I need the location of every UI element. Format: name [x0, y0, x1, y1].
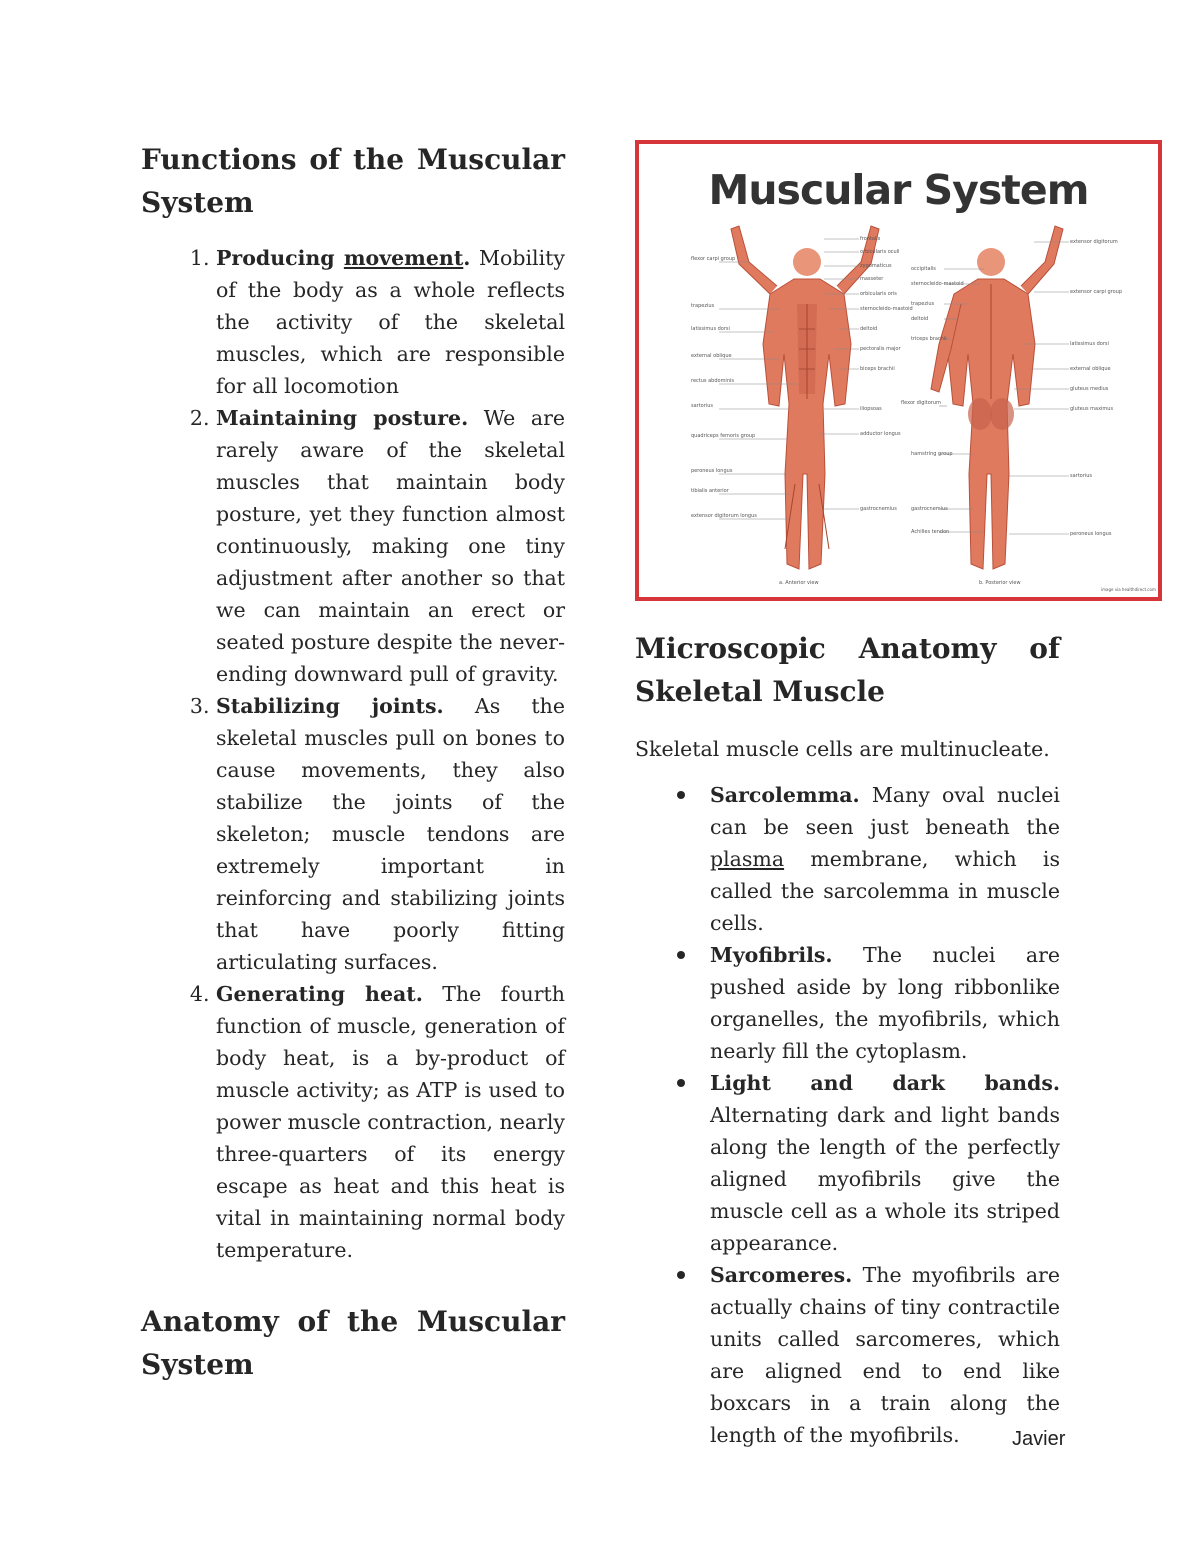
label: peroneus longus: [691, 468, 733, 474]
label: flexor digitorum: [901, 400, 941, 406]
label: Achilles tendon: [911, 529, 950, 535]
label: deltoid: [911, 316, 929, 322]
list-item: 4. Generating heat. The fourth function of muscle, generation of body heat, is a by-product of muscle activity; as ATP is used to power muscle contraction, nearly three-quarters of its energy escape as heat and this heat is vital in maintaining normal body temperature.: [216, 978, 565, 1266]
label: latissimus dorsi: [691, 326, 730, 332]
label: orbicularis oris: [860, 291, 897, 297]
label: external oblique: [1070, 366, 1111, 372]
label: extensor carpi group: [1070, 289, 1123, 295]
label: quadriceps femoris group: [691, 433, 756, 439]
list-item: Sarcomeres. The myofibrils are actually chains of tiny contractile units called sarcomeres, which are aligned end to end like boxcars in a train along the length of the myofibrils.: [710, 1259, 1060, 1451]
left-column: [141, 138, 565, 1386]
label: deltoid: [860, 326, 878, 332]
label: sartorius: [1070, 473, 1092, 479]
list-item: 3. Stabilizing joints. As the skeletal muscles pull on bones to cause movements, they also stabilize the joints of the skeleton; muscle tendons are extremely important in reinforcing and stabilizing joints that have poorly fitting articulating surfaces.: [216, 690, 565, 978]
right-column: [635, 140, 1156, 1451]
label: masseter: [860, 276, 884, 282]
list-item: 2. Maintaining posture. We are rarely aware of the skeletal muscles that maintain body posture, yet they function almost continuously, making one tiny adjustment after another so that we can maintain an erect or seated posture despite the never-ending downward pull of gravity.: [216, 402, 565, 690]
skeletal-muscle-list: [635, 779, 1060, 1451]
list-item: Light and dark bands. Alternating dark and light bands along the length of the perfectly aligned myofibrils give the muscle cell as a whole its striped appearance.: [710, 1067, 1060, 1259]
label: extensor digitorum longus: [691, 513, 757, 519]
anatomy-heading: Anatomy of the Muscular System: [141, 1305, 565, 1381]
caption-posterior: b. Posterior view: [979, 580, 1021, 586]
label: gastrocnemius: [911, 506, 948, 512]
functions-list: [141, 242, 565, 1266]
posterior-body: [931, 226, 1063, 569]
label: gluteus medius: [1070, 386, 1109, 392]
bullet-icon: [677, 951, 685, 959]
caption-anterior: a. Anterior view: [779, 580, 819, 586]
bullet-icon: [677, 791, 685, 799]
label: occipitalis: [911, 266, 936, 272]
label: pectoralis major: [860, 346, 901, 352]
label: sartorius: [691, 403, 713, 409]
label: sternocleido-mastoid: [911, 281, 964, 287]
label: flexor carpi group: [691, 256, 736, 262]
muscle-illustration: [639, 144, 1158, 597]
label: orbicularis oculi: [860, 249, 900, 255]
label: extensor digitorum: [1070, 239, 1118, 245]
label: biceps brachii: [860, 366, 895, 372]
intro-text: Skeletal muscle cells are multinucleate.: [635, 737, 1050, 761]
label: adductor longus: [860, 431, 901, 437]
label: latissimus dorsi: [1070, 341, 1109, 347]
label: sternocleido-mastoid: [860, 306, 913, 312]
label: iliopsoas: [860, 406, 882, 412]
list-item: 1. Producing movement. Mobility of the body as a whole reflects the activity of the skeletal muscles, which are responsible for all locomotion: [216, 242, 565, 402]
label: triceps brachii: [911, 336, 947, 342]
label: peroneus longus: [1070, 531, 1112, 537]
microscopic-anatomy-heading: Microscopic Anatomy of Skeletal Muscle: [635, 632, 1060, 708]
label: gastrocnemius: [860, 506, 897, 512]
footer-author: Javier: [1012, 1428, 1066, 1450]
list-item: Sarcolemma. Many oval nuclei can be seen just beneath the plasma membrane, which is called the sarcolemma in muscle cells.: [710, 779, 1060, 939]
bullet-icon: [677, 1271, 685, 1279]
label: hamstring group: [911, 451, 953, 457]
label: rectus abdominis: [691, 378, 734, 384]
bullet-icon: [677, 1079, 685, 1087]
label: frontalis: [860, 236, 881, 242]
label: trapezius: [911, 301, 935, 307]
list-item: Myofibrils. The nuclei are pushed aside by long ribbonlike organelles, the myofibrils, which nearly fill the cytoplasm.: [710, 939, 1060, 1067]
label: external oblique: [691, 353, 732, 359]
figure-title: Muscular System: [708, 166, 1089, 214]
label: zygomaticus: [860, 263, 892, 269]
muscular-system-figure: [635, 140, 1162, 601]
label: trapezius: [691, 303, 715, 309]
image-credit: image via healthdirect.com: [1101, 587, 1156, 592]
label: gluteus maximus: [1070, 406, 1114, 412]
label: tibialis anterior: [691, 488, 729, 494]
functions-heading: Functions of the Muscular System: [141, 143, 565, 219]
